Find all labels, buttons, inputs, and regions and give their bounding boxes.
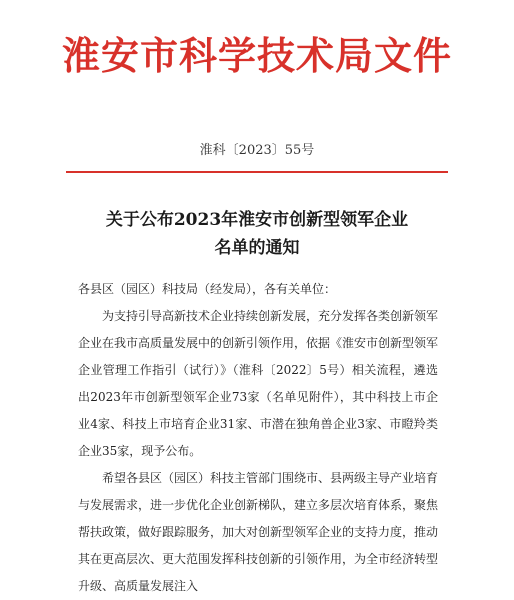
salutation: 各县区（园区）科技局（经发局），各有关单位： — [78, 282, 337, 296]
document-title-line-1: 关于公布2023年淮安市创新型领军企业 — [105, 210, 409, 230]
red-header-divider — [66, 171, 448, 173]
document-title — [0, 206, 514, 262]
body-paragraph-1: 为支持引导高新技术企业持续创新发展，充分发挥各类创新领军企业在我市高质量发展中的创新引领作用，依据《淮安市创新型领军企业管理工作指引（试行）》（淮科〔2022〕5号）相关流程，遴选出2023年市创新型领军企业73家（名单见附件），其中科技上市企业4家、科技上市培育企业31家、市潜在独角兽企业3家、市瞪羚类企业35家，现予公布。 — [78, 309, 439, 458]
document-body — [78, 276, 438, 600]
body-paragraph-2: 希望各县区（园区）科技主管部门围绕市、县两级主导产业培育与发展需求，进一步优化企业创新梯队，建立多层次培育体系，聚焦帮扶政策，做好跟踪服务，加大对创新型领军企业的支持力度，推动其在更高层次、更大范围发挥科技创新的引领作用，为全市经济转型升级、高质量发展注入 — [78, 471, 439, 593]
document-title-line-2: 名单的通知 — [214, 238, 300, 258]
document-number: 淮科〔2023〕55号 — [199, 143, 315, 158]
issuer-header-title: 淮安市科学技术局文件 — [61, 33, 452, 78]
